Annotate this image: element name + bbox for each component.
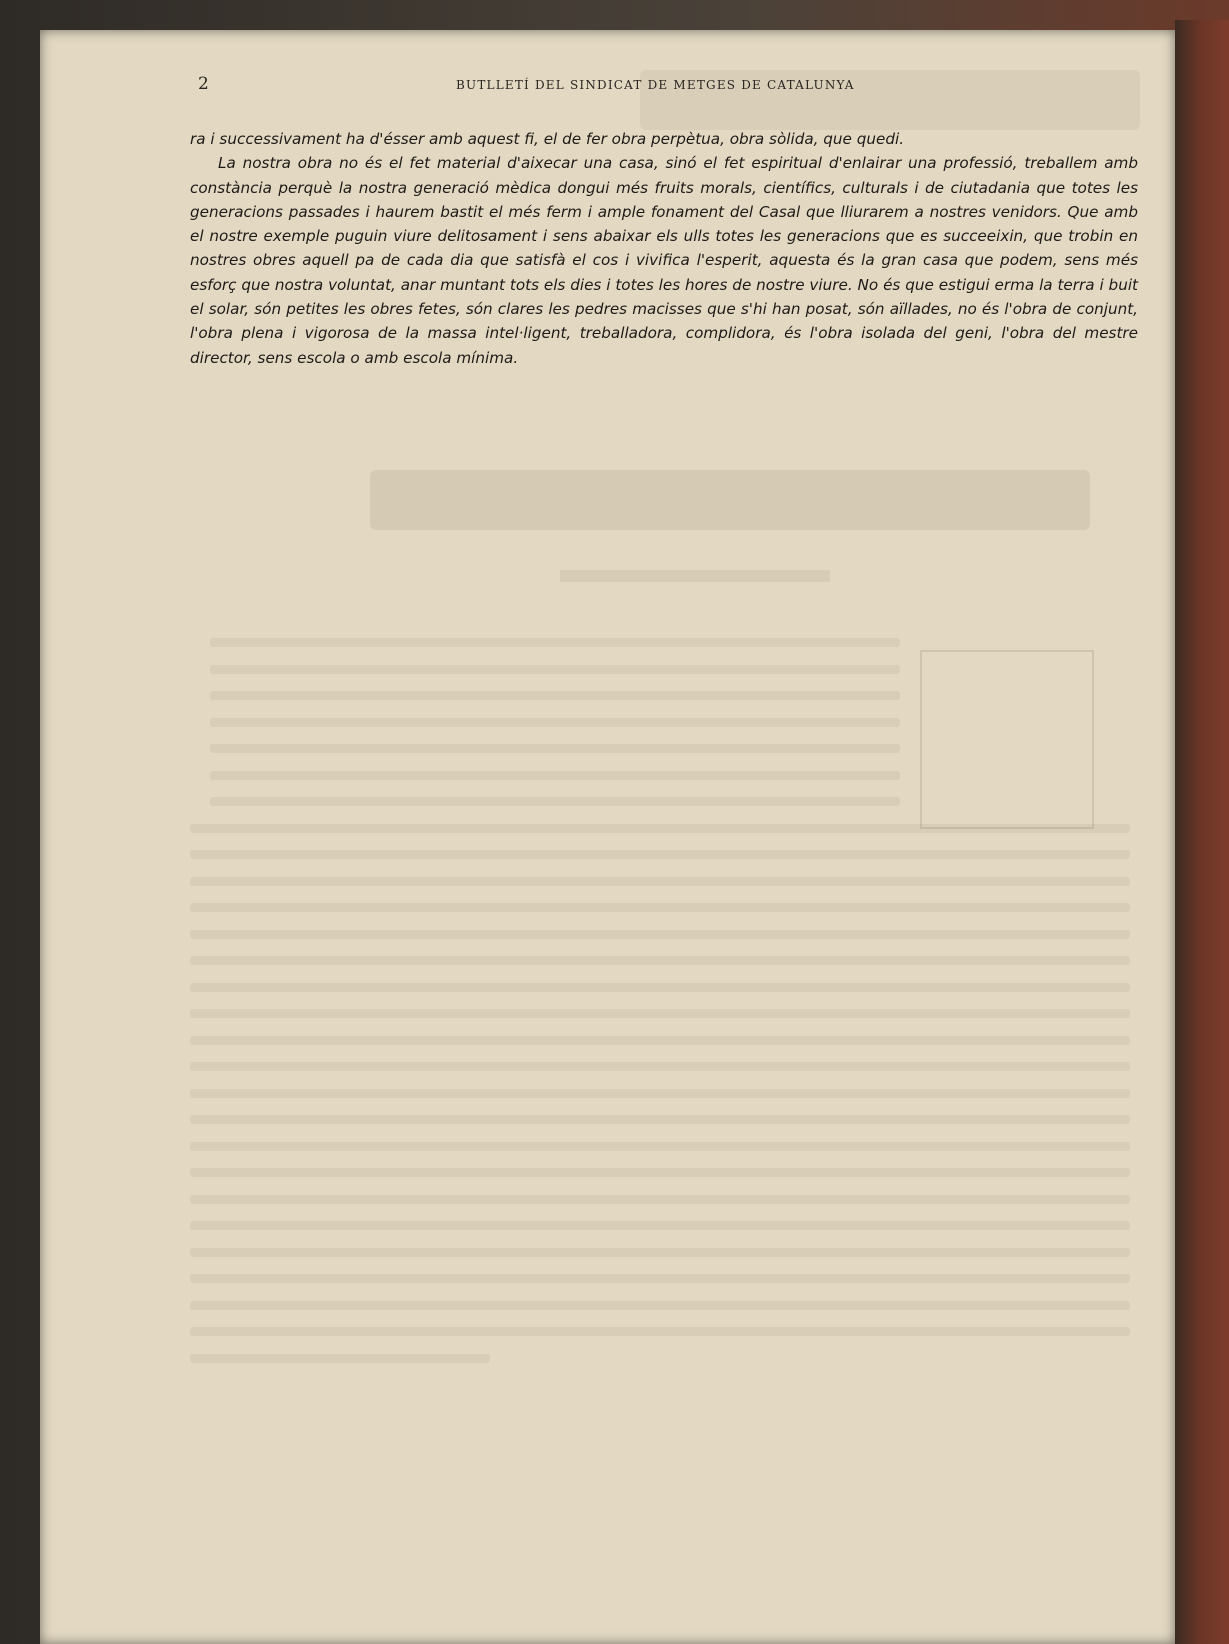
- bleed-line: [190, 1142, 1130, 1151]
- bleed-line: [190, 983, 1130, 992]
- bleed-line: [210, 665, 900, 674]
- bleed-line: [210, 771, 900, 780]
- page-number: 2: [198, 74, 209, 94]
- bleed-line: [190, 1354, 490, 1363]
- bleed-line: [210, 638, 900, 647]
- running-head: BUTLLETÍ DEL SINDICAT DE METGES DE CATALUNYA: [456, 78, 855, 92]
- bleed-line: [210, 718, 900, 727]
- bleed-line: [190, 1089, 1130, 1098]
- bleed-line: [190, 1062, 1130, 1071]
- bleed-line: [190, 930, 1130, 939]
- page-edge: [1175, 20, 1229, 1644]
- bleed-line: [190, 850, 1130, 859]
- paragraph: La nostra obra no és el fet material d'aixecar una casa, sinó el fet espiritual d'enlairar una professió, treballem amb constància perquè la nostra generació mèdica dongui més fruits morals, científics, culturals i de ciutadania que totes les generacions passades i haurem bastit el més ferm i ample fonament del Casal que lliurarem a nostres venidors. Que amb el nostre exemple puguin viure delitosament i sens abaixar els ulls totes les generacions que es succeeixin, que trobin en nostres obres aquell pa de cada dia que satisfà el cos i vivifica l'esperit, aquesta és la gran casa que podem, sens més esforç que nostra voluntat, anar muntant tots els dies i totes les hores de nostre viure. No és que estigui erma la terra i buit el solar, són petites les obres fetes, són clares les pedres macisses que s'hi han posat, són aïllades, no és l'obra de conjunt, l'obra plena i vigorosa de la massa intel·ligent, treballadora, complidora, és l'obra isolada del geni, l'obra del mestre director, sens escola o amb escola mínima.: [190, 154, 1138, 367]
- bleed-title: [370, 470, 1090, 530]
- page-header: [198, 74, 1098, 100]
- bleed-line: [210, 691, 900, 700]
- bleed-initial-box: [920, 650, 1094, 829]
- bleed-line: [190, 1248, 1130, 1257]
- bleed-line: [190, 1195, 1130, 1204]
- bleed-line: [190, 903, 1130, 912]
- bleed-line: [190, 1009, 1130, 1018]
- bleed-line: [190, 1115, 1130, 1124]
- paragraph: ra i successivament ha d'ésser amb aquest fi, el de fer obra perpètua, obra sòlida, que quedi.: [190, 130, 905, 148]
- body-text: [190, 127, 1138, 370]
- bleed-line: [190, 1327, 1130, 1336]
- bleed-line: [190, 1168, 1130, 1177]
- bleed-subtitle: [560, 570, 830, 582]
- bleed-line: [190, 1036, 1130, 1045]
- bleed-line: [190, 1221, 1130, 1230]
- bleed-line: [190, 956, 1130, 965]
- bleed-line: [190, 877, 1130, 886]
- bleed-line: [210, 744, 900, 753]
- bleed-line: [190, 1301, 1130, 1310]
- bleed-line: [210, 797, 900, 806]
- document-page: [40, 30, 1175, 1644]
- bleed-line: [190, 824, 1130, 833]
- bleed-line: [190, 1274, 1130, 1283]
